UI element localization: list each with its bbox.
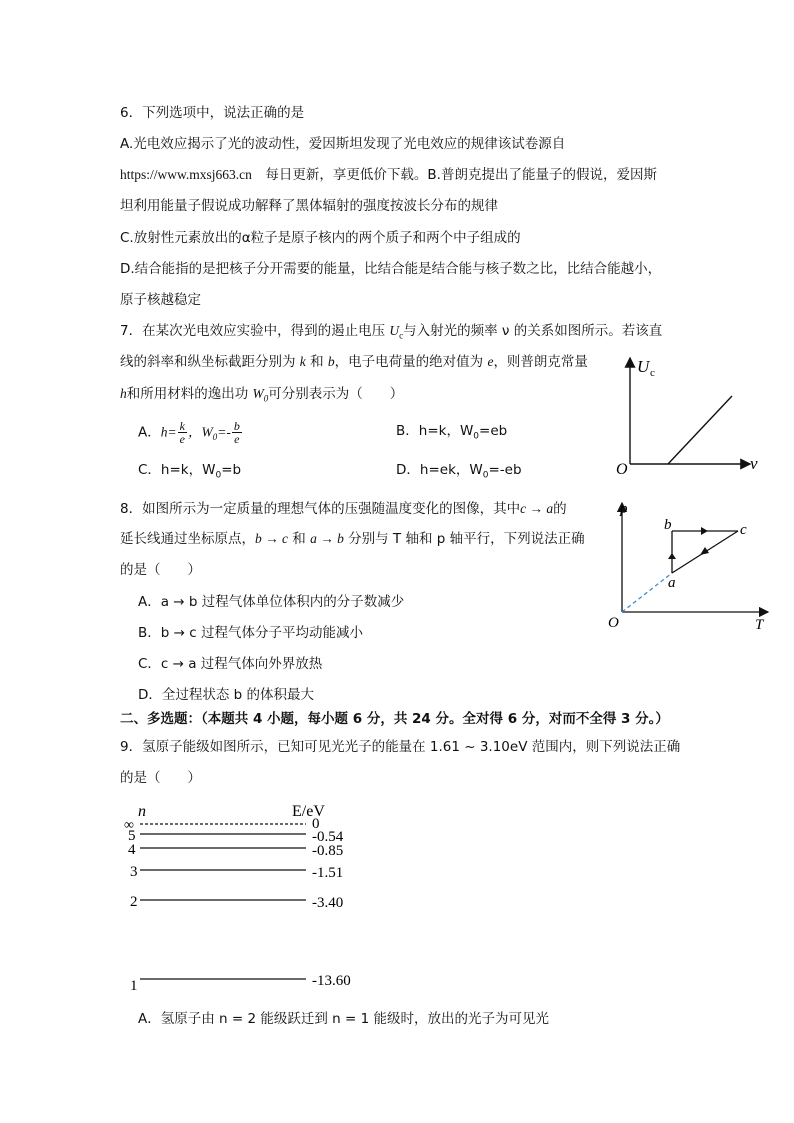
q9-stem-line2: 的是（ ） xyxy=(120,770,201,786)
q8-arrow-bc xyxy=(701,527,708,535)
q8-option-d: D．全过程状态 b 的体积最大 xyxy=(138,687,315,703)
q8-stem-line3: 的是（ ） xyxy=(120,562,201,578)
q8-x-label: T xyxy=(755,617,764,633)
energy-level-5-e: -0.54 xyxy=(312,829,344,845)
q8-origin: O xyxy=(608,615,619,631)
q7-data-line xyxy=(668,396,732,464)
source-url: https://www.mxsj663.cn xyxy=(120,167,252,182)
energy-level-4-n: 4 xyxy=(128,842,136,858)
q6-option-a-line1: A.光电效应揭示了光的波动性，爱因斯坦发现了光电效应的规律该试卷源自 xyxy=(120,136,566,152)
q7-x-label: ν xyxy=(750,454,758,473)
q7-stem-line1: 7．在某次光电效应实验中，得到的遏止电压 $U_c$与入射光的频率 ν 的关系如图所示。若该直 xyxy=(120,323,663,341)
q8-p-t-graph xyxy=(600,495,775,635)
q8-point-b: b xyxy=(664,517,672,533)
q6-option-d-line1: D.结合能指的是把核子分开需要的能量，比结合能是结合能与核子数之比，比结合能越小， xyxy=(120,261,662,277)
q6-option-a-rest: 每日更新，享更低价下载。 xyxy=(251,167,428,183)
energy-level-1-n: 1 xyxy=(130,978,138,994)
q7-option-d: D．h=ek，$W_0=-eb$ xyxy=(396,462,522,481)
q8-extension-dashed xyxy=(622,573,672,612)
q8-y-label: p xyxy=(620,501,628,517)
energy-level-4-e: -0.85 xyxy=(312,843,344,859)
q6-stem: 6．下列选项中，说法正确的是 xyxy=(120,105,305,121)
q7-option-b: B．h=k，$W_0=eb$ xyxy=(396,423,508,442)
q9-e-label: E/eV xyxy=(292,803,325,820)
q7-y-label-sub: c xyxy=(650,367,655,379)
energy-level-2-e: -3.40 xyxy=(312,895,344,911)
energy-level-inf-e: 0 xyxy=(312,816,320,832)
energy-level-1-e: -13.60 xyxy=(312,973,351,989)
q8-option-c: C．c → a 过程气体向外界放热 xyxy=(138,656,323,672)
q7-origin: O xyxy=(616,461,628,478)
energy-level-3-n: 3 xyxy=(130,864,138,880)
q8-arrow-ca xyxy=(700,547,709,555)
q8-arrow-ab xyxy=(668,553,676,559)
q9-option-a: A．氢原子由 n = 2 能级跃迁到 n = 1 能级时，放出的光子为可见光 xyxy=(138,1011,549,1027)
q7-option-c: C．h=k，$W_0=b$ xyxy=(138,462,242,481)
q8-point-a: a xyxy=(668,575,676,591)
q9-energy-level-diagram xyxy=(120,798,380,998)
q7-stem-line3: h和所用材料的逸出功 $W_0$可分别表示为（ ） xyxy=(120,386,404,404)
q8-stem-line2: 延长线通过坐标原点，b → c 和 a → b 分别与 T 轴和 p 轴平行，下列说法正确 xyxy=(120,531,585,547)
q9-n-label: n xyxy=(138,803,146,820)
q6-option-d-line2: 原子核越稳定 xyxy=(120,292,201,308)
q7-option-a: A．h= $\frac{k}{e}$ ，$W_0=-$ $\frac{b}{e}$ xyxy=(138,419,240,446)
q8-option-b: B．b → c 过程气体分子平均动能减小 xyxy=(138,625,363,641)
q6-option-b-line2: 坦利用能量子假说成功解释了黑体辐射的强度按波长分布的规律 xyxy=(120,198,498,214)
q8-point-c: c xyxy=(740,522,747,538)
q7-uc-nu-graph xyxy=(610,350,770,480)
q8-stem-line1: 8．如图所示为一定质量的理想气体的压强随温度变化的图像，其中c → a的 xyxy=(120,501,567,517)
q6-option-a-line2 xyxy=(120,166,657,184)
q7-y-label: U xyxy=(637,357,650,376)
energy-level-2-n: 2 xyxy=(130,894,138,910)
q7-stem-line2: 线的斜率和纵坐标截距分别为 k 和 b，电子电荷量的绝对值为 e，则普朗克常量 xyxy=(120,354,588,370)
q8-option-a: A．a → b 过程气体单位体积内的分子数减少 xyxy=(138,594,405,610)
energy-level-5-n: 5 xyxy=(128,828,136,844)
q6-option-c: C.放射性元素放出的α粒子是原子核内的两个质子和两个中子组成的 xyxy=(120,230,521,246)
energy-level-3-e: -1.51 xyxy=(312,865,344,881)
section-heading-multi-choice: 二、多选题：（本题共 4 小题，每小题 6 分，共 24 分。全对得 6 分，对而不全得 3 分。） xyxy=(120,711,669,727)
energy-level-inf-n: ∞ xyxy=(124,818,134,833)
q6-option-b-line1: B.普朗克提出了能量子的假说，爱因斯 xyxy=(427,167,657,183)
q9-stem-line1: 9．氢原子能级如图所示，已知可见光光子的能量在 1.61 ~ 3.10eV 范围内，则下列说法正确 xyxy=(120,739,681,755)
